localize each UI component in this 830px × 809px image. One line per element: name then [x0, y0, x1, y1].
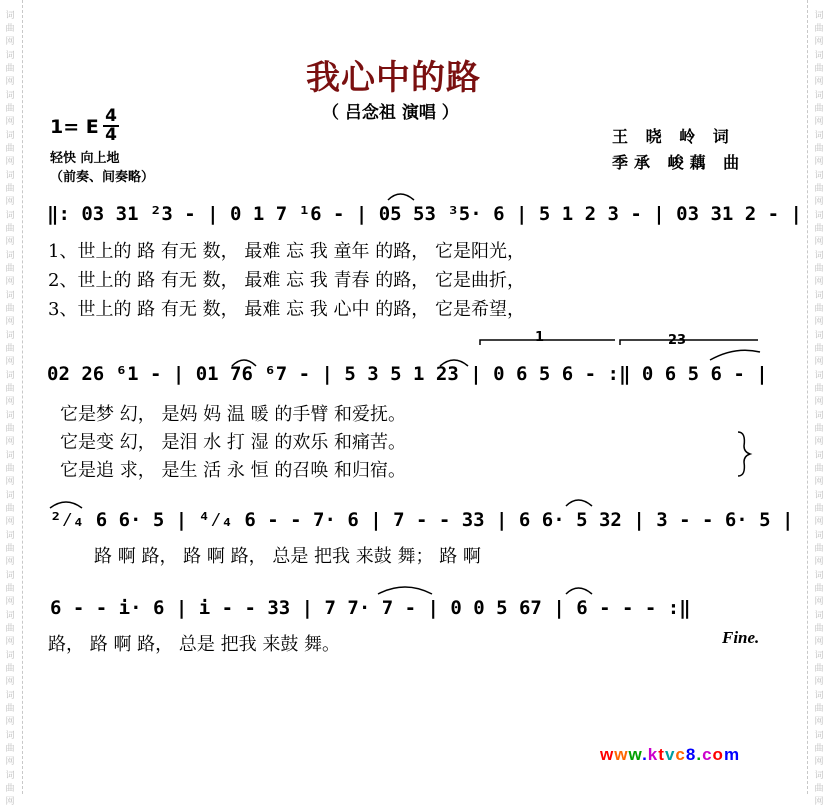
lyric-line: 它是追 求， 是生 活 永 恒 的召唤 和归宿。	[60, 460, 407, 481]
watermark-glyphs: 词 曲 网	[814, 691, 824, 727]
watermark-glyphs: 词 曲 网	[814, 531, 824, 567]
watermark-glyphs: 词 曲 网	[814, 651, 824, 687]
slur	[710, 350, 760, 360]
watermark-glyphs: 词 曲 网	[814, 371, 824, 407]
watermark-glyphs: 词 曲 网	[5, 411, 15, 447]
watermark-glyphs: 词 曲 网	[5, 611, 15, 647]
volta-1-label: 1	[535, 330, 545, 345]
brace	[738, 432, 750, 476]
watermark-glyphs: 词 曲 网	[5, 291, 15, 327]
watermark-glyphs: 词 曲 网	[814, 211, 824, 247]
time-signature: $\frac{4}{4}$	[103, 108, 119, 144]
watermark-glyphs: 词 曲 网	[814, 611, 824, 647]
watermark-glyphs: 词 曲 网	[814, 571, 824, 607]
watermark-glyphs: 词 曲 网	[814, 291, 824, 327]
volta-2-bracket	[620, 340, 758, 345]
notation-row-3: ²⁄₄ 6 6· 5 | ⁴⁄₄ 6 - - 7· 6 | 7 - - 33 | 6 6· 5 32 | 3 - - 6· 5 |	[50, 509, 794, 531]
watermark-glyphs: 词 曲 网	[5, 691, 15, 727]
watermark-glyphs: 词 曲 网	[814, 731, 824, 767]
watermark-glyphs: 词 曲 网	[5, 331, 15, 367]
lyric-line: 路 啊 路， 路 啊 路， 总是 把我 来鼓 舞； 路 啊	[94, 546, 481, 567]
slur	[378, 587, 432, 594]
watermark-glyphs: 词 曲 网	[5, 91, 15, 127]
slur	[232, 360, 256, 366]
website-text: www.ktvc8.com	[600, 745, 741, 764]
notation-row-1: ‖: 03 31 ²3 - | 0 1 7 ¹6 - | 05 53 ³5· 6 | 5 1 2 3 - | 03 31 2 - |	[47, 203, 802, 225]
watermark-glyphs: 词 曲 网	[814, 11, 824, 47]
lyric-line: 它是变 幻， 是泪 水 打 湿 的欢乐 和痛苦。	[60, 432, 407, 453]
slur	[566, 500, 592, 506]
fine-marking: Fine.	[722, 628, 760, 647]
watermark-glyphs: 词 曲 网	[5, 771, 15, 807]
watermark-glyphs: 词 曲 网	[814, 51, 824, 87]
watermark-glyphs: 词 曲 网	[5, 731, 15, 767]
lyric-line: 1、世上的 路 有无 数， 最难 忘 我 童年 的路， 它是阳光，	[48, 241, 525, 262]
watermark-glyphs: 词 曲 网	[814, 331, 824, 367]
watermark-glyphs: 词 曲 网	[814, 171, 824, 207]
lyric-line: 路， 路 啊 路， 总是 把我 来鼓 舞。	[48, 634, 341, 655]
watermark-glyphs: 词 曲 网	[5, 251, 15, 287]
song-title: 我心中的路	[306, 58, 481, 98]
watermark-glyphs: 词 曲 网	[814, 91, 824, 127]
slur	[388, 194, 414, 200]
watermark-glyphs: 词 曲 网	[814, 411, 824, 447]
notation-row-4: 6 - - i· 6 | i - - 33 | 7 7· 7 - | 0 0 5 67 | 6 - - - :‖	[50, 597, 691, 619]
volta-1-bracket	[480, 340, 615, 345]
lyric-line: 3、世上的 路 有无 数， 最难 忘 我 心中 的路， 它是希望，	[48, 299, 525, 320]
watermark-glyphs: 词 曲 网	[814, 131, 824, 167]
watermark-glyphs: 词 曲 网	[814, 771, 824, 807]
watermark-glyphs: 词 曲 网	[5, 211, 15, 247]
watermark-glyphs: 词 曲 网	[5, 491, 15, 527]
watermark-glyphs: 词 曲 网	[5, 371, 15, 407]
watermark-glyphs: 词 曲 网	[814, 451, 824, 487]
watermark-glyphs: 词 曲 网	[814, 251, 824, 287]
prelude-note: （前奏、间奏略）	[50, 170, 155, 185]
watermark-glyphs: 词 曲 网	[5, 451, 15, 487]
watermark-glyphs: 词 曲 网	[5, 11, 15, 47]
slur	[440, 360, 468, 366]
lyricist-credit: 王 晓 岭 词	[612, 127, 735, 146]
slur	[566, 588, 592, 594]
slur	[50, 502, 82, 508]
lyric-line: 2、世上的 路 有无 数， 最难 忘 我 青春 的路， 它是曲折，	[48, 270, 525, 291]
composer-credit: 季承 峻藕 曲	[612, 153, 746, 172]
watermark-glyphs: 词 曲 网	[5, 531, 15, 567]
watermark-glyphs: 词 曲 网	[5, 171, 15, 207]
notation-row-2: 02 26 ⁶1 - | 01 76 ⁶7 - | 5 3 5 1 23 | 0 6 5 6 - :‖ 0 6 5 6 - |	[47, 363, 768, 385]
tempo-marking: 轻快 向上地	[50, 151, 120, 166]
volta-2-label: 23	[668, 333, 687, 348]
watermark-glyphs: 词 曲 网	[5, 571, 15, 607]
lyric-line: 它是梦 幻， 是妈 妈 温 暖 的手臂 和爱抚。	[60, 404, 407, 425]
watermark-glyphs: 词 曲 网	[5, 651, 15, 687]
watermark-glyphs: 词 曲 网	[814, 491, 824, 527]
performer: （ 吕念祖 演唱 ）	[322, 103, 459, 123]
key-signature: 1= E	[50, 116, 99, 138]
watermark-glyphs: 词 曲 网	[5, 131, 15, 167]
watermark-glyphs: 词 曲 网	[5, 51, 15, 87]
